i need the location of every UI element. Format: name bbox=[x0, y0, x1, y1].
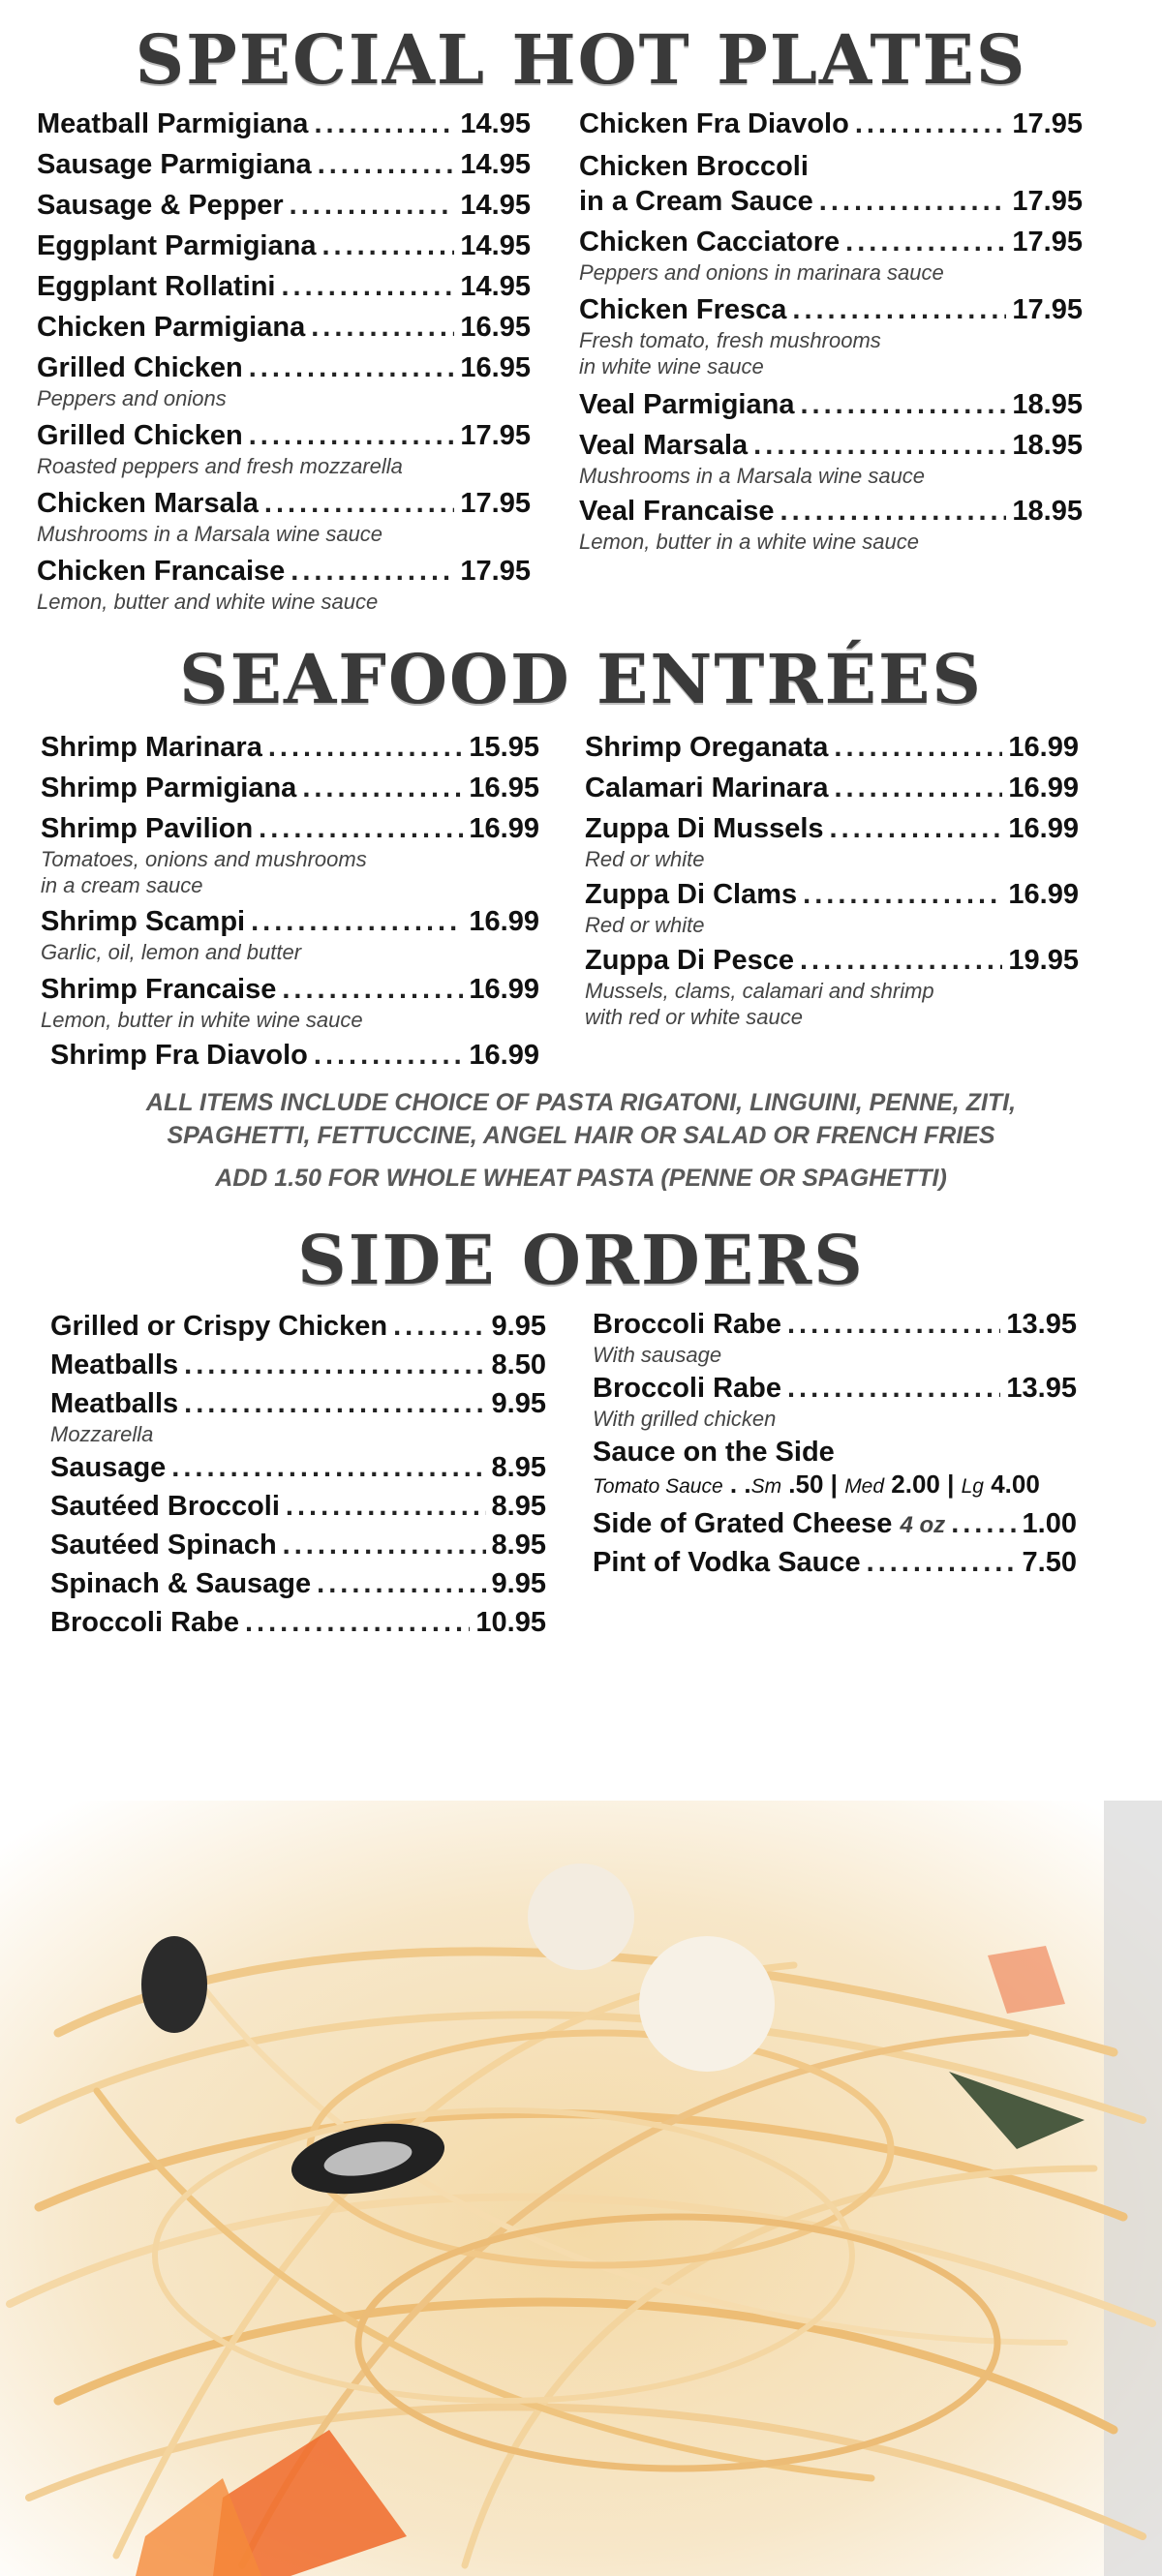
item-description: Garlic, oil, lemon and butter bbox=[41, 940, 302, 964]
item-price: 13.95 bbox=[1006, 1373, 1077, 1404]
menu-item bbox=[50, 1528, 546, 1562]
item-price: 14.95 bbox=[460, 271, 531, 302]
item-name: in a Cream Sauce bbox=[579, 186, 813, 217]
item-description: Peppers and onions in marinara sauce bbox=[579, 260, 944, 285]
item-price: 9.95 bbox=[491, 1568, 546, 1599]
item-price: 19.95 bbox=[1008, 945, 1079, 976]
item-description: Lemon, butter and white wine sauce bbox=[37, 590, 379, 614]
item-price: 8.95 bbox=[491, 1491, 546, 1522]
item-name: Sausage Parmigiana bbox=[37, 149, 312, 180]
item-name: Sauce on the Side bbox=[593, 1437, 835, 1468]
whole-wheat-note: ADD 1.50 FOR WHOLE WHEAT PASTA (PENNE OR SPAGHETTI) bbox=[215, 1165, 947, 1192]
menu-item bbox=[593, 1307, 1077, 1368]
item-description-line2: with red or white sauce bbox=[585, 1005, 803, 1029]
menu-item bbox=[41, 730, 539, 765]
menu-item bbox=[50, 1605, 546, 1640]
item-name: Eggplant Rollatini bbox=[37, 271, 276, 302]
seafood-right-column bbox=[585, 730, 1079, 1040]
menu-item bbox=[593, 1371, 1077, 1432]
item-name: Sausage bbox=[50, 1452, 167, 1483]
item-price: 16.99 bbox=[1008, 773, 1079, 803]
item-name: Sautéed Broccoli bbox=[50, 1491, 280, 1522]
item-name: Meatballs bbox=[50, 1388, 179, 1419]
item-description: Mussels, clams, calamari and shrimp bbox=[585, 979, 934, 1003]
menu-item bbox=[579, 106, 1083, 141]
menu-item bbox=[585, 811, 1079, 872]
item-name: Chicken Cacciatore bbox=[579, 227, 841, 258]
item-name: Shrimp Parmigiana bbox=[41, 773, 297, 803]
hot-plates-title: SPECIAL HOT PLATES bbox=[135, 19, 1027, 100]
sauce-med-label: Med bbox=[844, 1475, 885, 1498]
item-price: 16.99 bbox=[469, 813, 539, 844]
item-price: 18.95 bbox=[1012, 389, 1083, 420]
menu-item bbox=[579, 292, 1083, 379]
item-price: 14.95 bbox=[460, 190, 531, 221]
menu-item bbox=[50, 1348, 546, 1382]
hot-plates-right-column bbox=[579, 106, 1083, 571]
sauce-med-price: 2.00 bbox=[891, 1470, 940, 1499]
item-description: Fresh tomato, fresh mushrooms bbox=[579, 328, 881, 352]
sides-left-column bbox=[50, 1309, 546, 1657]
menu-item bbox=[585, 771, 1079, 805]
item-price: 13.95 bbox=[1006, 1309, 1077, 1340]
item-name: Shrimp Scampi bbox=[41, 906, 246, 937]
sauce-label: Tomato Sauce bbox=[593, 1475, 723, 1498]
item-name: Zuppa Di Clams bbox=[585, 879, 798, 910]
item-price: 7.50 bbox=[1022, 1547, 1077, 1578]
item-price: 8.50 bbox=[491, 1349, 546, 1380]
item-name: Shrimp Oreganata bbox=[585, 732, 829, 763]
item-name: Broccoli Rabe bbox=[50, 1607, 239, 1638]
pasta-photo bbox=[0, 1801, 1162, 2576]
side-orders-title: SIDE ORDERS bbox=[297, 1220, 865, 1300]
item-description-line2: in a cream sauce bbox=[41, 873, 203, 897]
item-name: Chicken Fresca bbox=[579, 294, 787, 325]
item-name: Broccoli Rabe bbox=[593, 1309, 781, 1340]
menu-item bbox=[41, 771, 539, 805]
item-description: Tomatoes, onions and mushrooms bbox=[41, 847, 367, 871]
menu-item bbox=[37, 147, 531, 182]
item-description: Roasted peppers and fresh mozzarella bbox=[37, 454, 403, 478]
menu-item bbox=[50, 1038, 539, 1073]
item-description: With sausage bbox=[593, 1343, 722, 1367]
item-description-line2: in white wine sauce bbox=[579, 354, 764, 379]
seafood-title: SEAFOOD ENTRÉES bbox=[179, 639, 983, 719]
menu-item bbox=[50, 1566, 546, 1601]
sides-right-column bbox=[593, 1307, 1077, 1597]
item-description: Red or white bbox=[585, 913, 705, 937]
item-price: 17.95 bbox=[1012, 186, 1083, 217]
item-name: Spinach & Sausage bbox=[50, 1568, 312, 1599]
menu-item bbox=[579, 149, 1083, 219]
item-price: 16.99 bbox=[469, 974, 539, 1005]
item-size: 4 oz bbox=[900, 1512, 946, 1538]
sauce-sizes: Tomato Sauce . . Sm .50 | Med 2.00 | Lg 4.00 bbox=[593, 1470, 1040, 1499]
item-name: Shrimp Fra Diavolo bbox=[50, 1040, 308, 1071]
menu-item bbox=[41, 972, 539, 1033]
item-price: 8.95 bbox=[491, 1530, 546, 1561]
item-name: Grilled Chicken bbox=[37, 352, 243, 383]
item-description: Lemon, butter in a white wine sauce bbox=[579, 530, 919, 554]
pasta-illustration bbox=[0, 1801, 1162, 2576]
seafood-left-column bbox=[41, 730, 539, 1078]
item-price: 10.95 bbox=[475, 1607, 546, 1638]
item-description: Mushrooms in a Marsala wine sauce bbox=[37, 522, 383, 546]
item-name: Pint of Vodka Sauce bbox=[593, 1547, 861, 1578]
item-price: 17.95 bbox=[1012, 227, 1083, 258]
item-price: 16.99 bbox=[1008, 732, 1079, 763]
item-price: 18.95 bbox=[1012, 430, 1083, 461]
menu-item bbox=[37, 554, 531, 615]
menu-item bbox=[579, 225, 1083, 286]
menu-item bbox=[579, 428, 1083, 489]
item-price: 14.95 bbox=[460, 149, 531, 180]
item-name: Side of Grated Cheese bbox=[593, 1508, 893, 1539]
item-name: Chicken Parmigiana bbox=[37, 312, 306, 343]
item-price: 17.95 bbox=[460, 488, 531, 519]
menu-item bbox=[50, 1309, 546, 1344]
item-name: Chicken Francaise bbox=[37, 556, 286, 587]
item-price: 17.95 bbox=[1012, 294, 1083, 325]
menu-item bbox=[37, 269, 531, 304]
sauce-on-side bbox=[593, 1435, 1077, 1500]
item-price: 17.95 bbox=[460, 556, 531, 587]
item-price: 16.95 bbox=[469, 773, 539, 803]
item-name: Veal Marsala bbox=[579, 430, 749, 461]
item-name: Grilled or Crispy Chicken bbox=[50, 1311, 388, 1342]
menu-item bbox=[37, 350, 531, 411]
item-name: Sausage & Pepper bbox=[37, 190, 284, 221]
item-price: 16.99 bbox=[469, 906, 539, 937]
item-description: Red or white bbox=[585, 847, 705, 871]
menu-item bbox=[37, 486, 531, 547]
item-price: 16.99 bbox=[1008, 813, 1079, 844]
item-description: With grilled chicken bbox=[593, 1407, 777, 1431]
item-price: 1.00 bbox=[1022, 1508, 1077, 1539]
item-price: 8.95 bbox=[491, 1452, 546, 1483]
item-description: Peppers and onions bbox=[37, 386, 227, 410]
item-description: Mozzarella bbox=[50, 1422, 154, 1446]
item-name: Grilled Chicken bbox=[37, 420, 243, 451]
item-price: 14.95 bbox=[460, 230, 531, 261]
menu-item bbox=[585, 877, 1079, 938]
item-name: Zuppa Di Mussels bbox=[585, 813, 824, 844]
menu-item bbox=[593, 1545, 1077, 1580]
item-name: Shrimp Pavilion bbox=[41, 813, 254, 844]
item-name: Chicken Fra Diavolo bbox=[579, 108, 849, 139]
pasta-note-line1: ALL ITEMS INCLUDE CHOICE OF PASTA RIGATONI, LINGUINI, PENNE, ZITI, bbox=[145, 1089, 1017, 1116]
item-price: 9.95 bbox=[491, 1311, 546, 1342]
item-price: 16.95 bbox=[460, 312, 531, 343]
item-name: Calamari Marinara bbox=[585, 773, 829, 803]
menu-item bbox=[50, 1386, 546, 1447]
hot-plates-left-column bbox=[37, 106, 531, 629]
menu-item bbox=[593, 1506, 1077, 1541]
item-price: 14.95 bbox=[460, 108, 531, 139]
menu-item bbox=[41, 904, 539, 965]
item-price: 18.95 bbox=[1012, 496, 1083, 527]
menu-item bbox=[585, 730, 1079, 765]
sauce-small-price: .50 bbox=[788, 1470, 824, 1499]
item-price: 17.95 bbox=[1012, 108, 1083, 139]
item-name: Veal Parmigiana bbox=[579, 389, 795, 420]
menu-item bbox=[37, 188, 531, 223]
sauce-small-label: Sm bbox=[750, 1475, 782, 1498]
menu-item bbox=[579, 494, 1083, 555]
menu-item bbox=[37, 106, 531, 141]
menu-item bbox=[579, 387, 1083, 422]
item-description: Lemon, butter in white wine sauce bbox=[41, 1008, 363, 1032]
menu-item bbox=[41, 811, 539, 898]
item-name: Veal Francaise bbox=[579, 496, 775, 527]
item-price: 17.95 bbox=[460, 420, 531, 451]
menu-item bbox=[50, 1450, 546, 1485]
item-price: 15.95 bbox=[469, 732, 539, 763]
item-name: Chicken Marsala bbox=[37, 488, 259, 519]
menu-item bbox=[37, 228, 531, 263]
item-name: Sautéed Spinach bbox=[50, 1530, 277, 1561]
item-name: Zuppa Di Pesce bbox=[585, 945, 794, 976]
sauce-large-price: 4.00 bbox=[991, 1470, 1040, 1499]
item-name: Meatball Parmigiana bbox=[37, 108, 309, 139]
item-name: Shrimp Francaise bbox=[41, 974, 277, 1005]
menu-item bbox=[37, 418, 531, 479]
menu-item bbox=[585, 943, 1079, 1030]
item-price: 16.99 bbox=[1008, 879, 1079, 910]
item-name: Shrimp Marinara bbox=[41, 732, 262, 763]
item-name: Meatballs bbox=[50, 1349, 179, 1380]
item-price: 16.95 bbox=[460, 352, 531, 383]
menu-item bbox=[37, 310, 531, 345]
pasta-note-line2: SPAGHETTI, FETTUCCINE, ANGEL HAIR OR SALAD OR FRENCH FRIES bbox=[167, 1122, 995, 1149]
item-name: Eggplant Parmigiana bbox=[37, 230, 317, 261]
item-description: Mushrooms in a Marsala wine sauce bbox=[579, 464, 926, 488]
sauce-large-label: Lg bbox=[961, 1475, 984, 1498]
item-price: 9.95 bbox=[491, 1388, 546, 1419]
menu-item bbox=[50, 1489, 546, 1524]
item-name-line1: Chicken Broccoli bbox=[579, 151, 809, 182]
item-name: Broccoli Rabe bbox=[593, 1373, 781, 1404]
item-price: 16.99 bbox=[469, 1040, 539, 1071]
